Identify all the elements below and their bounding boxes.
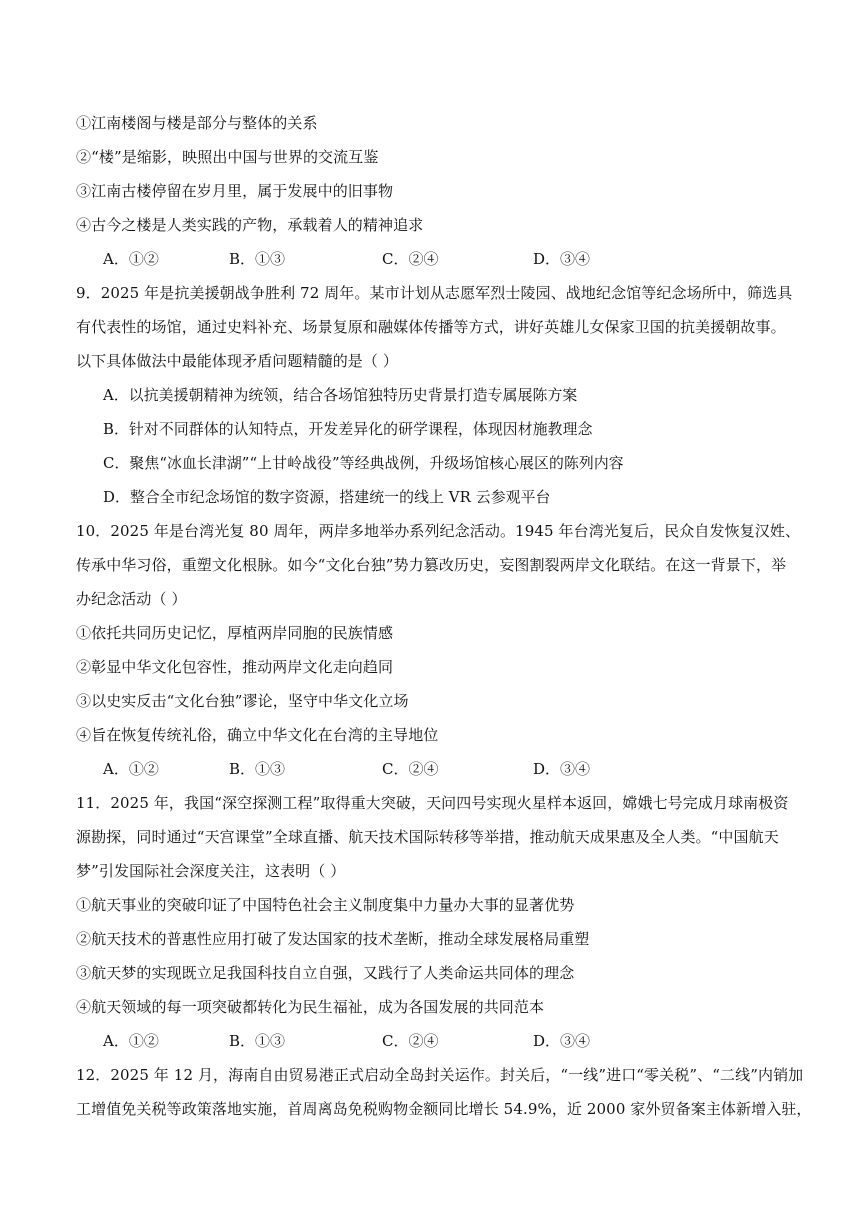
q11-option-b: B．①③ bbox=[229, 1032, 286, 1050]
q8-statement-3: ③江南古楼停留在岁月里，属于发展中的旧事物 bbox=[76, 182, 394, 200]
q10-statement-2: ②彰显中华文化包容性，推动两岸文化走向趋同 bbox=[76, 658, 394, 676]
q10-statement-4: ④旨在恢复传统礼俗，确立中华文化在台湾的主导地位 bbox=[76, 726, 439, 744]
q11-statement-1: ①航天事业的突破印证了中国特色社会主义制度集中力量办大事的显著优势 bbox=[76, 896, 575, 914]
q8-option-d: D．③④ bbox=[533, 250, 591, 268]
q10-option-c: C．②④ bbox=[382, 760, 439, 778]
q11-statement-2: ②航天技术的普惠性应用打破了发达国家的技术垄断，推动全球发展格局重塑 bbox=[76, 930, 590, 948]
q12-stem-line-2: 工增值免关税等政策落地实施，首周离岛免税购物金额同比增长 54.9%，近 2000 家外贸备案主体新增入驻， bbox=[76, 1100, 812, 1118]
q9-choice-a: A．以抗美援朝精神为统领，结合各场馆独特历史背景打造专属展陈方案 bbox=[103, 386, 578, 404]
q9-choice-c: C．聚焦“冰血长津湖”“上甘岭战役”等经典战例，升级场馆核心展区的陈列内容 bbox=[103, 454, 624, 472]
q8-statement-1: ①江南楼阁与楼是部分与整体的关系 bbox=[76, 114, 318, 132]
q9-choice-d: D．整合全市纪念场馆的数字资源，搭建统一的线上 VR 云参观平台 bbox=[103, 488, 551, 506]
q8-option-c: C．②④ bbox=[382, 250, 439, 268]
q8-option-b: B．①③ bbox=[229, 250, 286, 268]
q11-option-c: C．②④ bbox=[382, 1032, 439, 1050]
q8-option-a: A．①② bbox=[103, 250, 159, 268]
q8-statement-2: ②“楼”是缩影，映照出中国与世界的交流互鉴 bbox=[76, 148, 379, 166]
q11-statement-3: ③航天梦的实现既立足我国科技自立自强，又践行了人类命运共同体的理念 bbox=[76, 964, 575, 982]
q10-options bbox=[103, 759, 803, 779]
q10-statement-1: ①依托共同历史记忆，厚植两岸同胞的民族情感 bbox=[76, 624, 394, 642]
q8-statement-4: ④古今之楼是人类实践的产物，承载着人的精神追求 bbox=[76, 216, 424, 234]
q11-options bbox=[103, 1031, 803, 1051]
q11-option-d: D．③④ bbox=[533, 1032, 591, 1050]
q9-stem-line-1: 9．2025 年是抗美援朝战争胜利 72 周年。某市计划从志愿军烈士陵园、战地纪念馆等纪念场所中，筛选具 bbox=[76, 284, 793, 302]
q10-stem-line-2: 传承中华习俗，重塑文化根脉。如今“文化台独”势力篡改历史，妄图割裂两岸文化联结。在这一背景下，举 bbox=[76, 556, 787, 574]
q8-options bbox=[103, 249, 803, 269]
q10-statement-3: ③以史实反击“文化台独”谬论，坚守中华文化立场 bbox=[76, 692, 409, 710]
q9-choice-b: B．针对不同群体的认知特点，开发差异化的研学课程，体现因材施教理念 bbox=[103, 420, 593, 438]
q10-stem-line-3: 办纪念活动（ ） bbox=[76, 590, 187, 608]
q10-stem-line-1: 10．2025 年是台湾光复 80 周年，两岸多地举办系列纪念活动。1945 年台湾光复后，民众自发恢复汉姓、 bbox=[76, 522, 801, 540]
q11-statement-4: ④航天领域的每一项突破都转化为民生福祉，成为各国发展的共同范本 bbox=[76, 998, 545, 1016]
q11-option-a: A．①② bbox=[103, 1032, 159, 1050]
q9-stem-line-3: 以下具体做法中最能体现矛盾问题精髓的是（ ） bbox=[76, 352, 398, 370]
q11-stem-line-1: 11．2025 年，我国“深空探测工程”取得重大突破，天问四号实现火星样本返回，嫦娥七号完成月球南极资 bbox=[76, 794, 789, 812]
q12-stem-line-1: 12．2025 年 12 月，海南自由贸易港正式启动全岛封关运作。封关后，“一线”进口“零关税”、“二线”内销加 bbox=[76, 1066, 804, 1084]
q9-stem-line-2: 有代表性的场馆，通过史料补充、场景复原和融媒体传播等方式，讲好英雄儿女保家卫国的抗美援朝故事。 bbox=[76, 318, 786, 336]
q10-option-d: D．③④ bbox=[533, 760, 591, 778]
q10-option-a: A．①② bbox=[103, 760, 159, 778]
q10-option-b: B．①③ bbox=[229, 760, 286, 778]
q11-stem-line-3: 梦”引发国际社会深度关注，这表明（ ） bbox=[76, 862, 346, 880]
q11-stem-line-2: 源勘探，同时通过“天宫课堂”全球直播、航天技术国际转移等举措，推动航天成果惠及全人类。“中国航天 bbox=[76, 828, 779, 846]
